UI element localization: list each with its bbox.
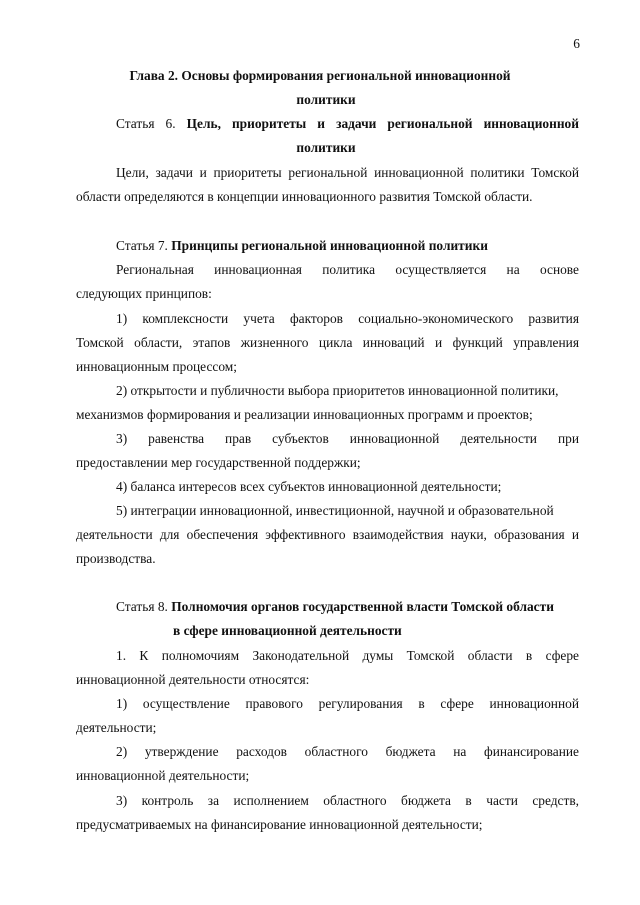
principle-5-line-2: деятельности для обеспечения эффективного взаимодействия науки, образования и [76, 527, 579, 542]
article-6-text-line-2: области определяются в концепции инновационного развития Томской области. [76, 189, 533, 204]
article-8-heading [116, 599, 554, 615]
principle-1-line-1: 1) комплексности учета факторов социально-экономического развития [116, 311, 579, 326]
principle-2-line-1: 2) открытости и публичности выбора приоритетов инновационной политики, [116, 383, 559, 398]
power-3-line-2: предусматриваемых на финансирование инновационной деятельности; [76, 817, 483, 832]
power-2-line-2: инновационной деятельности; [76, 768, 250, 783]
section-1-line-2: инновационной деятельности относятся: [76, 672, 310, 687]
article-6-text-line-1: Цели, задачи и приоритеты региональной инновационной политики Томской [116, 165, 579, 180]
power-2-line-1: 2) утверждение расходов областного бюджета на финансирование [116, 744, 579, 759]
chapter-title-line-2: политики [296, 92, 356, 107]
article-7-title: Принципы региональной инновационной политики [171, 238, 488, 253]
principle-2-line-2: механизмов формирования и реализации инновационных программ и проектов; [76, 407, 533, 422]
article-8-label: Статья 8. [116, 599, 168, 614]
power-3-line-1: 3) контроль за исполнением областного бюджета в части средств, [116, 793, 579, 808]
article-6-heading [116, 116, 579, 132]
principle-3-line-2: предоставлении мер государственной поддержки; [76, 455, 361, 470]
page-number: 6 [573, 36, 580, 51]
section-1-line-1: 1. К полномочиям Законодательной думы Томской области в сфере [116, 648, 579, 663]
article-8-title-line-2: в сфере инновационной деятельности [173, 623, 402, 638]
principle-1-line-2: Томской области, этапов жизненного цикла инноваций и функций управления [76, 335, 579, 350]
article-7-heading [116, 238, 488, 254]
principle-5-line-3: производства. [76, 551, 156, 566]
chapter-title-line-1: Глава 2. Основы формирования региональной инновационной [129, 68, 511, 83]
principle-1-line-3: инновационным процессом; [76, 359, 237, 374]
article-7-intro-line-1: Региональная инновационная политика осуществляется на основе [116, 262, 579, 277]
article-7-label: Статья 7. [116, 238, 168, 253]
article-6-label: Статья 6. [116, 116, 176, 131]
principle-5-line-1: 5) интеграции инновационной, инвестиционной, научной и образовательной [116, 503, 554, 518]
power-1-line-2: деятельности; [76, 720, 157, 735]
article-7-intro-line-2: следующих принципов: [76, 286, 212, 301]
article-6-title: Цель, приоритеты и задачи региональной инновационной [186, 116, 579, 131]
principle-4-line-1: 4) баланса интересов всех субъектов инновационной деятельности; [116, 479, 502, 494]
article-6-title-line-2: политики [296, 140, 356, 155]
principle-3-line-1: 3) равенства прав субъектов инновационной деятельности при [116, 431, 579, 446]
article-8-title: Полномочия органов государственной власти Томской области [171, 599, 554, 614]
power-1-line-1: 1) осуществление правового регулирования в сфере инновационной [116, 696, 579, 711]
